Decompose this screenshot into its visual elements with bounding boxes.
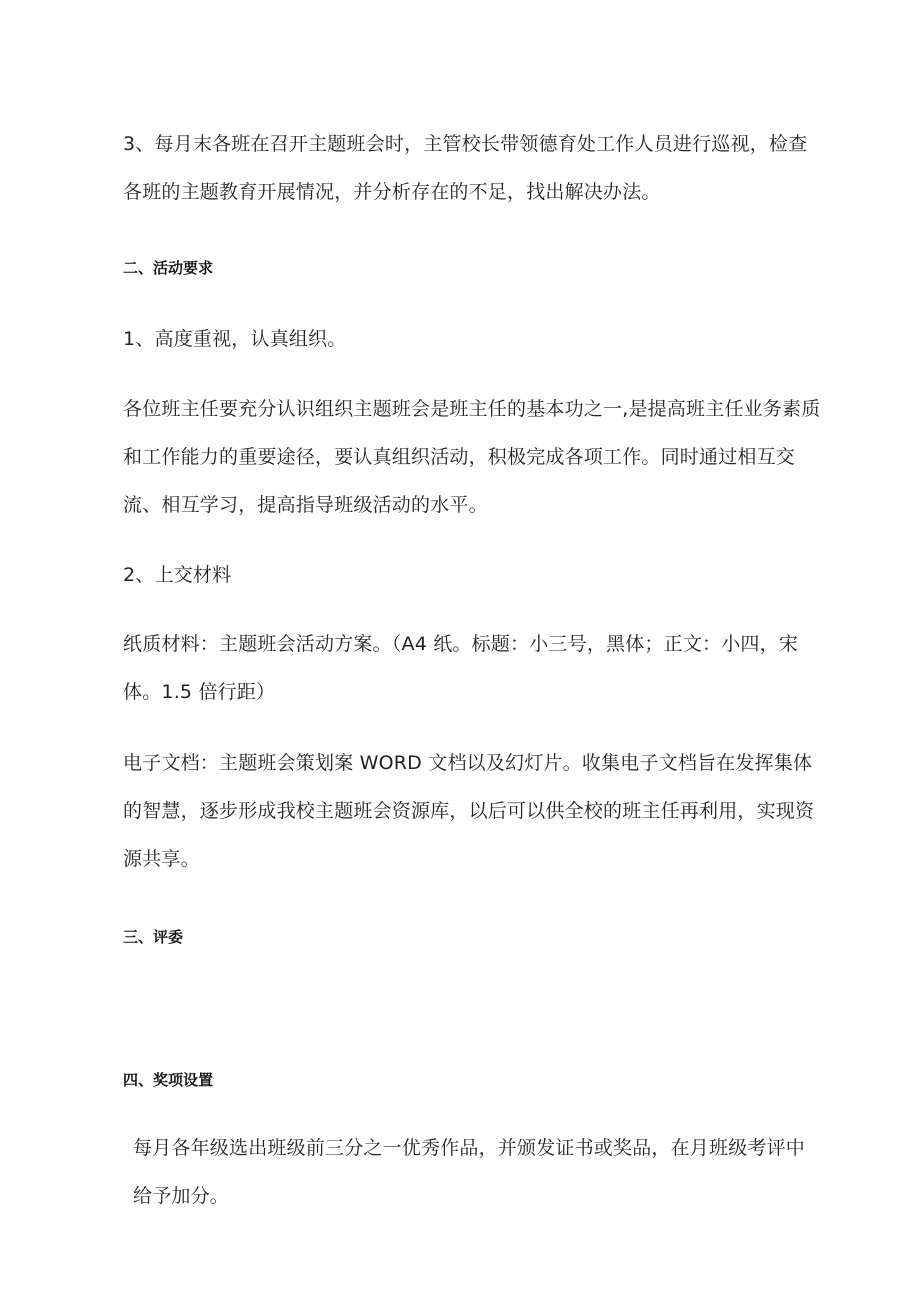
paragraph-electronic-documents: 电子文档：主题班会策划案 WORD 文档以及幻灯片。收集电子文档旨在发挥集体的智慧，逐步形成我校主题班会资源库，以后可以供全校的班主任再利用，实现资源共享。: [123, 752, 815, 870]
paragraph-class-teacher-requirements: 各位班主任要充分认识组织主题班会是班主任的基本功之一,是提高班主任业务素质和工作能力的重要途径，要认真组织活动，积极完成各项工作。同时通过相互交流、相互学习，提高指导班级活动的水平。: [123, 398, 821, 516]
section-heading-judges: 三、评委: [123, 928, 184, 946]
paragraph-awards-description: 每月各年级选出班级前三分之一优秀作品，并颁发证书或奖品，在月班级考评中给予加分。: [133, 1137, 806, 1207]
subheading-submission-materials: 2、上交材料: [123, 564, 232, 586]
section-heading-activity-requirements: 二、活动要求: [123, 259, 214, 277]
paragraph-monthly-inspection: 3、每月末各班在召开主题班会时，主管校长带领德育处工作人员进行巡视，检查各班的主题教育开展情况，并分析存在的不足，找出解决办法。: [123, 133, 808, 203]
section-heading-awards: 四、奖项设置: [123, 1071, 214, 1089]
paragraph-paper-materials: 纸质材料：主题班会活动方案。（A4 纸。标题：小三号，黑体；正文：小四，宋体。1.5 倍行距）: [123, 633, 799, 703]
subheading-high-attention: 1、高度重视，认真组织。: [123, 328, 347, 350]
